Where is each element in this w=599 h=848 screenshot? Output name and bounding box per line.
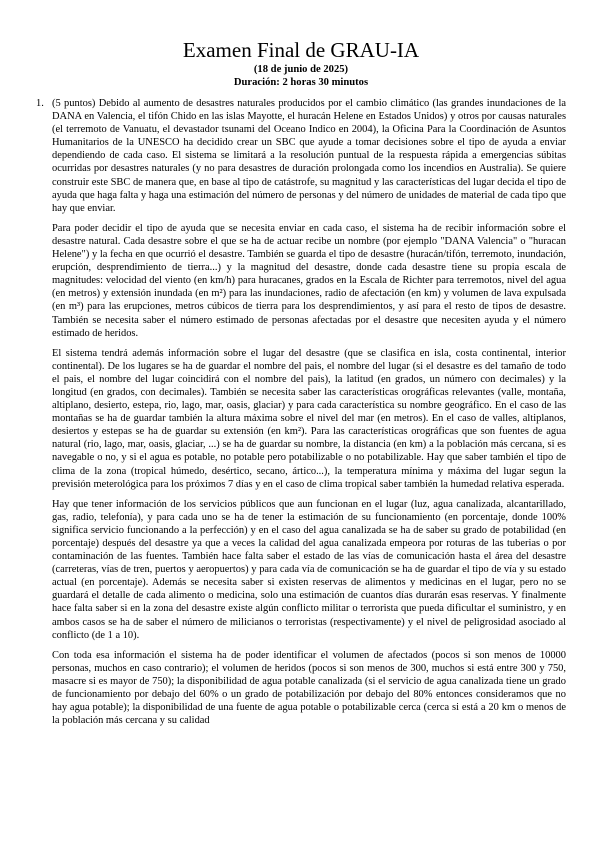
exam-date: (18 de junio de 2025) xyxy=(253,64,349,75)
question-paragraph: El sistema tendrá además información sobre el lugar del desastre (que se clasifica en isla, costa continental, interior continental). De los lugares se ha de guardar el nombre del pais, el nombre del lugar (si el desastre es del tamaño de todo el pais, el nombre del lugar coincidirá con el nombre del pais), la latitud (en grados, un número con decimales) y la longitud (en grados, con decimales). También se necesita saber las características orográficas relevantes (valle, montaña, altiplano, desierto, estepa, rio, lago, mar, oasis, glaciar) y para cada característica su nombre geográfico. En el caso de las montañas se ha de guardar también la altura máxima sobre el nivel del mar (en metros). En el caso de valles, altiplanos, desiertos y estepas se ha de guardar su extensión (en km²). Para las características orográficas que son fuentes de agua natural (rio, lago, mar, oasis, glaciar, ...) se ha de guardar su nombre, la distancia (en km) a la población más cercana, si es navegable o no, y si el agua es potable, no potable pero potabilizable o no potabilizable. Hay que saber también el tipo de clima de la zona (tropical húmedo, desértico, secano, ártico...), la temperatura mínima y máxima del lugar segun la previsión meterológica para los próximos 7 días y en el caso de clima tropical saber también la humedad relativa esperada. xyxy=(52,347,566,490)
question-paragraph: (5 puntos) Debido al aumento de desastres naturales producidos por el cambio climático (las grandes inundaciones de la DANA en Valencia, el tifón Chido en las islas Mayotte, el huracán Helene en Estados Unidos) y otros por causas naturales (el terremoto de Vanuatu, el devastador tsunami del Oceano Indico en 2004), la Oficina Para la Coordinación de Asuntos Humanitarios de la UNESCO ha decidido crear un SBC que ayude a tomar decisiones sobre el tipo de ayuda a enviar dependiendo de cada caso. El sistema se limitará a la resolución puntual de la respuesta rápida a emergencias súbitas ocurridas por desastres naturales (y no para desastres de duración prolongada como los incendios en Australia). Se quiere construir este SBC de manera que, en base al tipo de catástrofe, su magnitud y las características del lugar decida el tipo de ayuda que haga falta y haga una estimación del número de personas y del número de unidades de material de cada tipo que hay que enviar. xyxy=(52,98,566,214)
exam-title: Examen Final de GRAU-IA xyxy=(182,38,420,62)
question-number: 1. xyxy=(36,98,44,109)
question-1 xyxy=(36,97,566,734)
question-paragraph: Con toda esa información el sistema ha de poder identificar el volumen de afectados (pocos si son menos de 10000 personas, muchos en caso contrario); el volumen de heridos (pocos si son menos de 300, muchos si está entre 300 y 750, masacre si es mayor de 750); la disponibilidad de agua potable canalizada (si el servicio de agua canalizada tiene un grado de funcionamiento por debajo del 60% o un grado de potabilización por debajo del 80% entonces consideramos que no hay agua potable); la disponibilidad de una fuente de agua potable o potabilizable cerca (cerca si está a 20 km o menos de la población más cercana y su calidad xyxy=(52,649,566,727)
question-paragraph: Para poder decidir el tipo de ayuda que se necesita enviar en cada caso, el sistema ha de recibir información sobre el desastre natural. Cada desastre sobre el que se ha de actuar recibe un nombre (por ejemplo "DANA Valencia" o "huracan Helene") y la fecha en que ocurrió el desastre. También se guarda el tipo de desastre (huracán/tifón, terremoto, inundación, erupción, desprendimiento de tierra...) y la magnitud del desastre, donde cada desastre tiene su propia escala de magnitudes: velocidad del viento (en km/h) para huracanes, grados en la Escala de Richter para terremotos, nivel del agua (en metros) y extensión inundada (en m²) para las inundaciones, radio de afectación (en km) y volumen de lava expulsada (en m³) para las erupciones, metros cúbicos de tierra para los desprendimientos, y así para el resto de tipos de desastre. También se necesita saber el número estimado de personas afectadas por el desastre que necesiten ayuda y el número estimado de heridos. xyxy=(52,222,566,339)
question-paragraph: Hay que tener información de los servicios públicos que aun funcionan en el lugar (luz, agua canalizada, alcantarillado, gas, radio, telefonía), y para cada uno se ha de tener la estimación de su funcionamiento (en porcentaje, donde 100% significa servicio funcionando a la perfección) y en el caso del agua canalizada se ha de saber su grado de potabilidad (en porcentaje) después del desastre ya que a veces la calidad del agua canalizada empeora por roturas de las tuberias o por contaminación de las fuentes. También hace falta saber el estado de las vías de comunicación hasta el área del desastre (carreteras, vías de tren, puertos y aeropuertos) y para cada vía de comunicación se ha de guardar el tipo de vía y su estado actual (en porcentaje). Además se necesita saber si existen reservas de alimentos y medicinas en el lugar, pero no se guardará el detalle de cada alimento o medicina, solo una estimación de cuantos días durarán esas reservas. Y finalmente hace falta saber si en la zona del desastre existe algún conflicto militar o terrorista que pueda dificultar el suministro, y en ambos casos se ha de saber el número de milicianos o terroristas (respectivamente) y el nivel de peligrosidad asociado al conflicto (de 1 a 10). xyxy=(52,498,566,641)
exam-duration: Duración: 2 horas 30 minutos xyxy=(233,77,369,88)
question-body xyxy=(52,97,566,734)
